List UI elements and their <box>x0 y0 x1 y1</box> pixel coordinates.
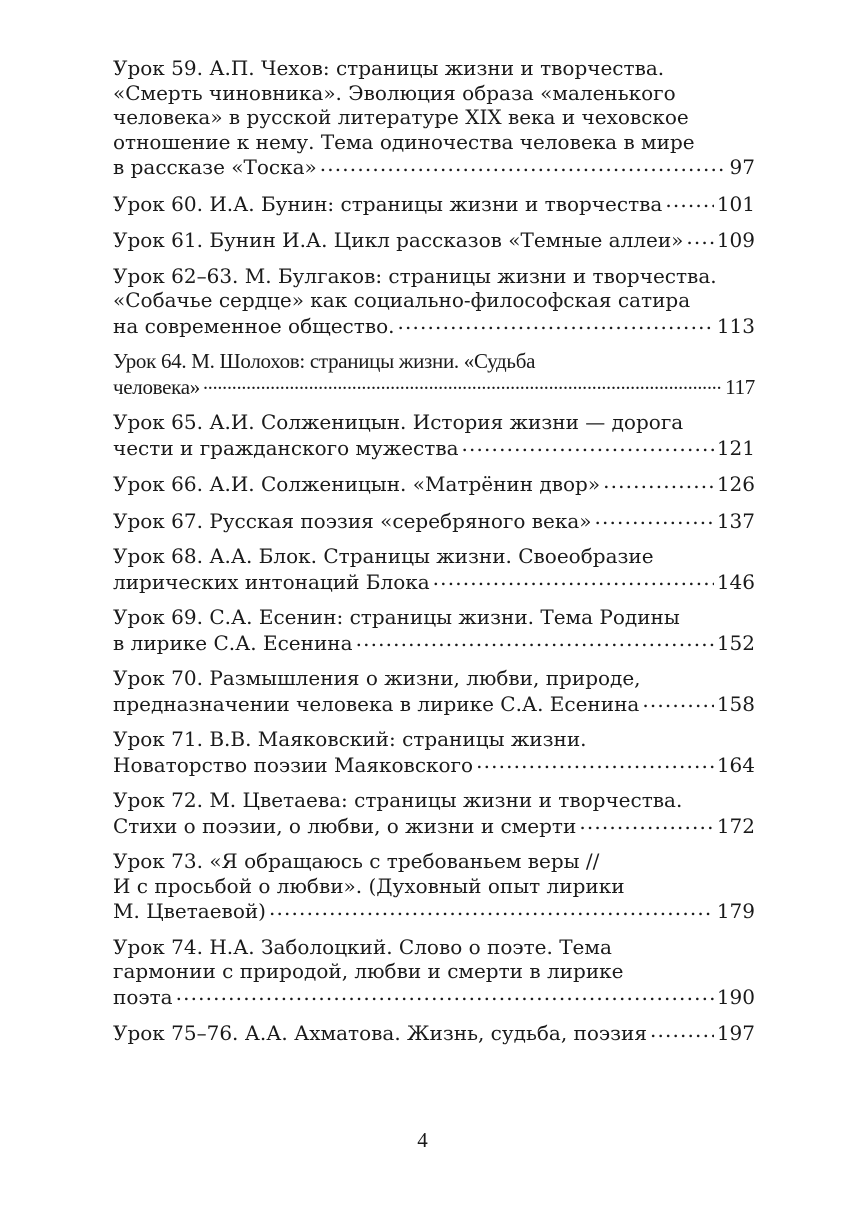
entry-title-line: Урок 74. Н.А. Заболоцкий. Слово о поэте. Тема <box>113 934 612 959</box>
dot-leader <box>397 313 713 333</box>
entry-title-line: Урок 72. М. Цветаева: страницы жизни и творчества. <box>113 788 683 812</box>
page-number: 4 <box>417 1128 428 1152</box>
toc-entry-lesson-66 <box>113 471 755 497</box>
table-of-contents <box>113 56 755 1057</box>
entry-page-number: 164 <box>716 752 755 777</box>
entry-title-line: в рассказе «Тоска» <box>113 155 317 179</box>
entry-last-line <box>113 984 755 1010</box>
dot-leader <box>650 1020 714 1040</box>
entry-title-line: Урок 70. Размышления о жизни, любви, природе, <box>113 666 641 690</box>
entry-title-line: поэта <box>113 984 173 1009</box>
entry-title-line: чести и гражданского мужества <box>113 435 459 460</box>
entry-page-number: 121 <box>716 435 755 460</box>
toc-entry-lesson-59 <box>113 56 755 180</box>
entry-page-number: 158 <box>716 691 755 716</box>
entry-title-line: Урок 69. С.А. Есенин: страницы жизни. Тема Родины <box>113 605 680 629</box>
entry-title-line: человека» <box>113 374 200 399</box>
entry-page-number: 152 <box>716 630 755 655</box>
entry-title-line: М. Цветаевой) <box>113 899 266 923</box>
toc-entry-lesson-71 <box>113 727 755 777</box>
dot-leader <box>686 227 713 247</box>
entry-page-number: 97 <box>729 155 755 179</box>
entry-title-line: гармонии с природой, любви и смерти в лирике <box>113 959 624 983</box>
entry-title-line: Урок 64. М. Шолохов: страницы жизни. «Судьба <box>113 349 536 373</box>
entry-page-number: 190 <box>716 984 755 1009</box>
dot-leader <box>642 691 713 711</box>
entry-last-line <box>113 569 755 595</box>
entry-title-line: Урок 62–63. М. Булгаков: страницы жизни и творчества. <box>113 263 717 288</box>
dot-leader <box>176 984 714 1004</box>
toc-entry-lesson-60 <box>113 191 755 217</box>
dot-leader <box>356 630 714 650</box>
entry-page-number: 113 <box>716 313 755 338</box>
dot-leader <box>269 898 714 918</box>
entry-title-line: Урок 71. В.В. Маяковский: страницы жизни. <box>113 727 587 751</box>
entry-title-line: отношение к нему. Тема одиночества человека в мире <box>113 129 695 154</box>
entry-last-line <box>113 1020 755 1046</box>
dot-leader <box>476 752 714 772</box>
toc-entry-lesson-74 <box>113 935 755 1010</box>
entry-page-number: 197 <box>716 1021 755 1045</box>
entry-title-line: лирических интонаций Блока <box>113 569 430 594</box>
entry-last-line <box>113 691 755 717</box>
dot-leader <box>433 569 714 589</box>
entry-page-number: 101 <box>716 191 755 216</box>
entry-last-line <box>113 898 755 924</box>
entry-title-line: Урок 65. А.И. Солженицын. История жизни — дорога <box>113 410 684 434</box>
entry-title-line: предназначении человека в лирике С.А. Есенина <box>113 691 640 716</box>
entry-title-line: «Смерть чиновника». Эволюция образа «маленького <box>113 80 676 105</box>
entry-last-line <box>113 191 755 217</box>
entry-title-line: в лирике С.А. Есенина <box>113 630 353 655</box>
toc-entry-lesson-68 <box>113 544 755 594</box>
entry-title-line: человека» в русской литературе XIX века и чеховское <box>113 105 689 129</box>
entry-title-line: Урок 68. А.А. Блок. Страницы жизни. Своеобразие <box>113 544 654 568</box>
toc-entry-lesson-69 <box>113 605 755 655</box>
entry-title-line: Урок 59. А.П. Чехов: страницы жизни и творчества. <box>113 56 665 80</box>
entry-last-line <box>113 508 755 534</box>
toc-entry-lesson-75-76 <box>113 1020 755 1046</box>
toc-entry-lesson-70 <box>113 666 755 716</box>
entry-title-line: «Собачье сердце» как социально-философская сатира <box>113 288 691 312</box>
entry-page-number: 179 <box>716 899 755 923</box>
entry-title-line: Урок 73. «Я обращаюсь с требованьем веры // <box>113 849 600 873</box>
entry-title-line: Урок 60. И.А. Бунин: страницы жизни и творчества <box>113 191 663 216</box>
toc-entry-lesson-65 <box>113 410 755 460</box>
toc-entry-lesson-64 <box>113 349 755 399</box>
dot-leader <box>603 471 714 491</box>
entry-last-line <box>113 154 755 180</box>
entry-page-number: 117 <box>725 374 755 399</box>
entry-title-line: Урок 75–76. А.А. Ахматова. Жизнь, судьба, поэзия <box>113 1021 647 1045</box>
dot-leader <box>462 435 714 455</box>
entry-title-line: на современное общество. <box>113 313 395 338</box>
entry-page-number: 109 <box>716 228 755 252</box>
toc-entry-lesson-73 <box>113 849 755 924</box>
entry-page-number: 146 <box>716 569 755 594</box>
entry-title-line: Стихи о поэзии, о любви, о жизни и смерти <box>113 813 577 838</box>
entry-last-line <box>113 471 755 497</box>
toc-entry-lesson-62-63 <box>113 264 755 339</box>
entry-last-line <box>113 374 755 400</box>
dot-leader <box>579 813 714 833</box>
entry-title-line: Новаторство поэзии Маяковского <box>113 752 474 777</box>
entry-last-line <box>113 630 755 656</box>
dot-leader <box>320 154 727 174</box>
entry-last-line <box>113 313 755 339</box>
entry-last-line <box>113 435 755 461</box>
entry-title-line: Урок 67. Русская поэзия «серебряного века» <box>113 508 592 533</box>
entry-title-line: И с просьбой о любви». (Духовный опыт лирики <box>113 873 625 898</box>
entry-title-line: Урок 61. Бунин И.А. Цикл рассказов «Темные аллеи» <box>113 228 684 252</box>
entry-last-line <box>113 813 755 839</box>
toc-entry-lesson-67 <box>113 508 755 534</box>
entry-page-number: 172 <box>716 813 755 838</box>
entry-page-number: 137 <box>716 508 755 533</box>
entry-last-line <box>113 227 755 253</box>
entry-last-line <box>113 752 755 778</box>
dot-leader <box>203 374 722 394</box>
dot-leader <box>665 191 713 211</box>
toc-entry-lesson-61 <box>113 227 755 253</box>
toc-entry-lesson-72 <box>113 788 755 838</box>
entry-page-number: 126 <box>716 472 755 496</box>
entry-title-line: Урок 66. А.И. Солженицын. «Матрёнин двор» <box>113 472 601 496</box>
dot-leader <box>595 508 714 528</box>
